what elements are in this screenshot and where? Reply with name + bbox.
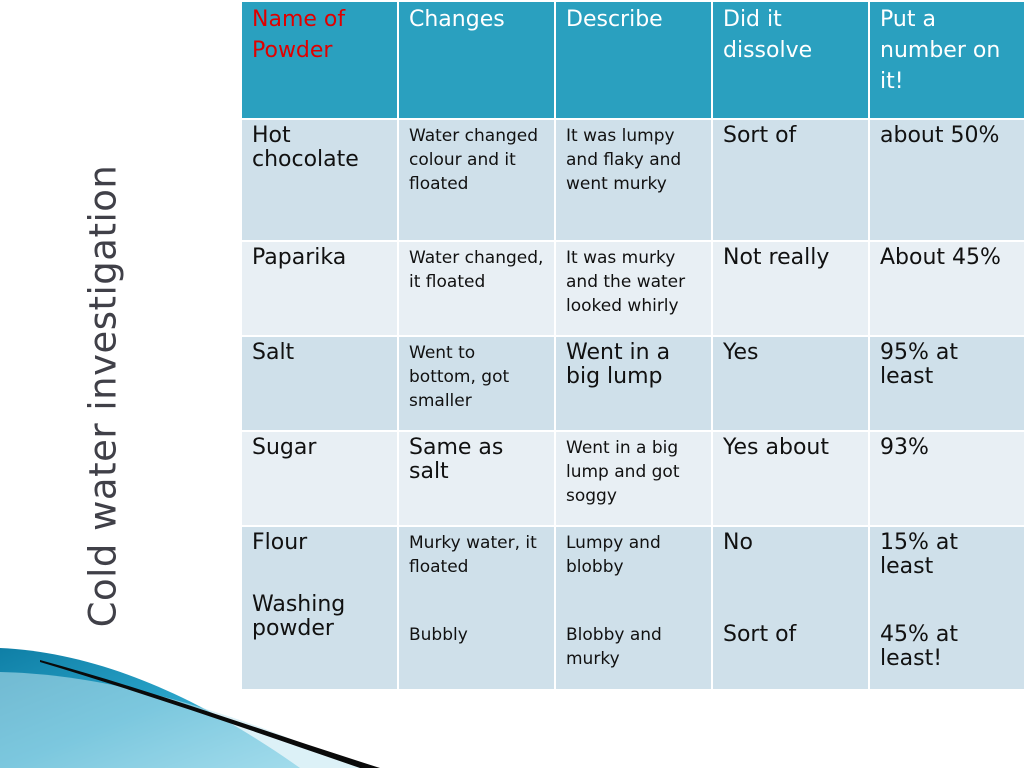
cell-describe: Blobby and murky (566, 625, 662, 669)
cell-number: 45% at least! (880, 622, 958, 671)
cell-dissolve: Sort of (712, 119, 869, 241)
cell-spacer (252, 555, 387, 593)
cell-dissolve-group (712, 526, 869, 690)
cell-name-group (241, 526, 398, 690)
cell-name: Washing powder (252, 592, 346, 641)
cell-name: Hot chocolate (241, 119, 398, 241)
cell-number: 95% at least (869, 336, 1024, 431)
cell-name: Flour (252, 530, 308, 555)
cell-describe: It was murky and the water looked whirly (555, 241, 712, 336)
cell-dissolve: No (723, 530, 753, 555)
cell-name: Salt (241, 336, 398, 431)
cell-number: 15% at least (880, 530, 958, 579)
cell-changes: Water changed, it floated (398, 241, 555, 336)
cell-number: 93% (869, 431, 1024, 526)
cell-describe: It was lumpy and flaky and went murky (555, 119, 712, 241)
cell-changes: Murky water, it floated (409, 533, 537, 577)
cell-dissolve: Not really (712, 241, 869, 336)
table-header-row (241, 1, 1024, 119)
cell-dissolve: Yes (712, 336, 869, 431)
cell-number: about 50% (869, 119, 1024, 241)
slide-title: Cold water investigation (81, 164, 125, 628)
cell-changes: Bubbly (409, 625, 468, 645)
table-row (241, 336, 1024, 431)
cell-describe: Lumpy and blobby (566, 533, 661, 577)
cell-dissolve: Sort of (723, 622, 797, 647)
cell-describe: Went in a big lump and got soggy (555, 431, 712, 526)
cell-changes-group (398, 526, 555, 690)
cell-describe: Went in a big lump (555, 336, 712, 431)
cell-number-group (869, 526, 1024, 690)
cell-name: Sugar (241, 431, 398, 526)
table-row (241, 119, 1024, 241)
cell-number: About 45% (869, 241, 1024, 336)
cell-changes: Went to bottom, got smaller (398, 336, 555, 431)
header-put-a-number: Put a number on it! (869, 1, 1024, 119)
table-row (241, 526, 1024, 690)
table-row (241, 431, 1024, 526)
slide-title-container (78, 160, 128, 632)
cell-describe-group (555, 526, 712, 690)
powder-table (240, 0, 1024, 691)
cell-dissolve: Yes about (712, 431, 869, 526)
table-row (241, 241, 1024, 336)
header-changes: Changes (398, 1, 555, 119)
header-describe: Describe (555, 1, 712, 119)
cell-changes: Same as salt (398, 431, 555, 526)
header-did-it-dissolve: Did it dissolve (712, 1, 869, 119)
cell-name: Paparika (241, 241, 398, 336)
cell-changes: Water changed colour and it floated (398, 119, 555, 241)
header-name-of-powder: Name of Powder (241, 1, 398, 119)
